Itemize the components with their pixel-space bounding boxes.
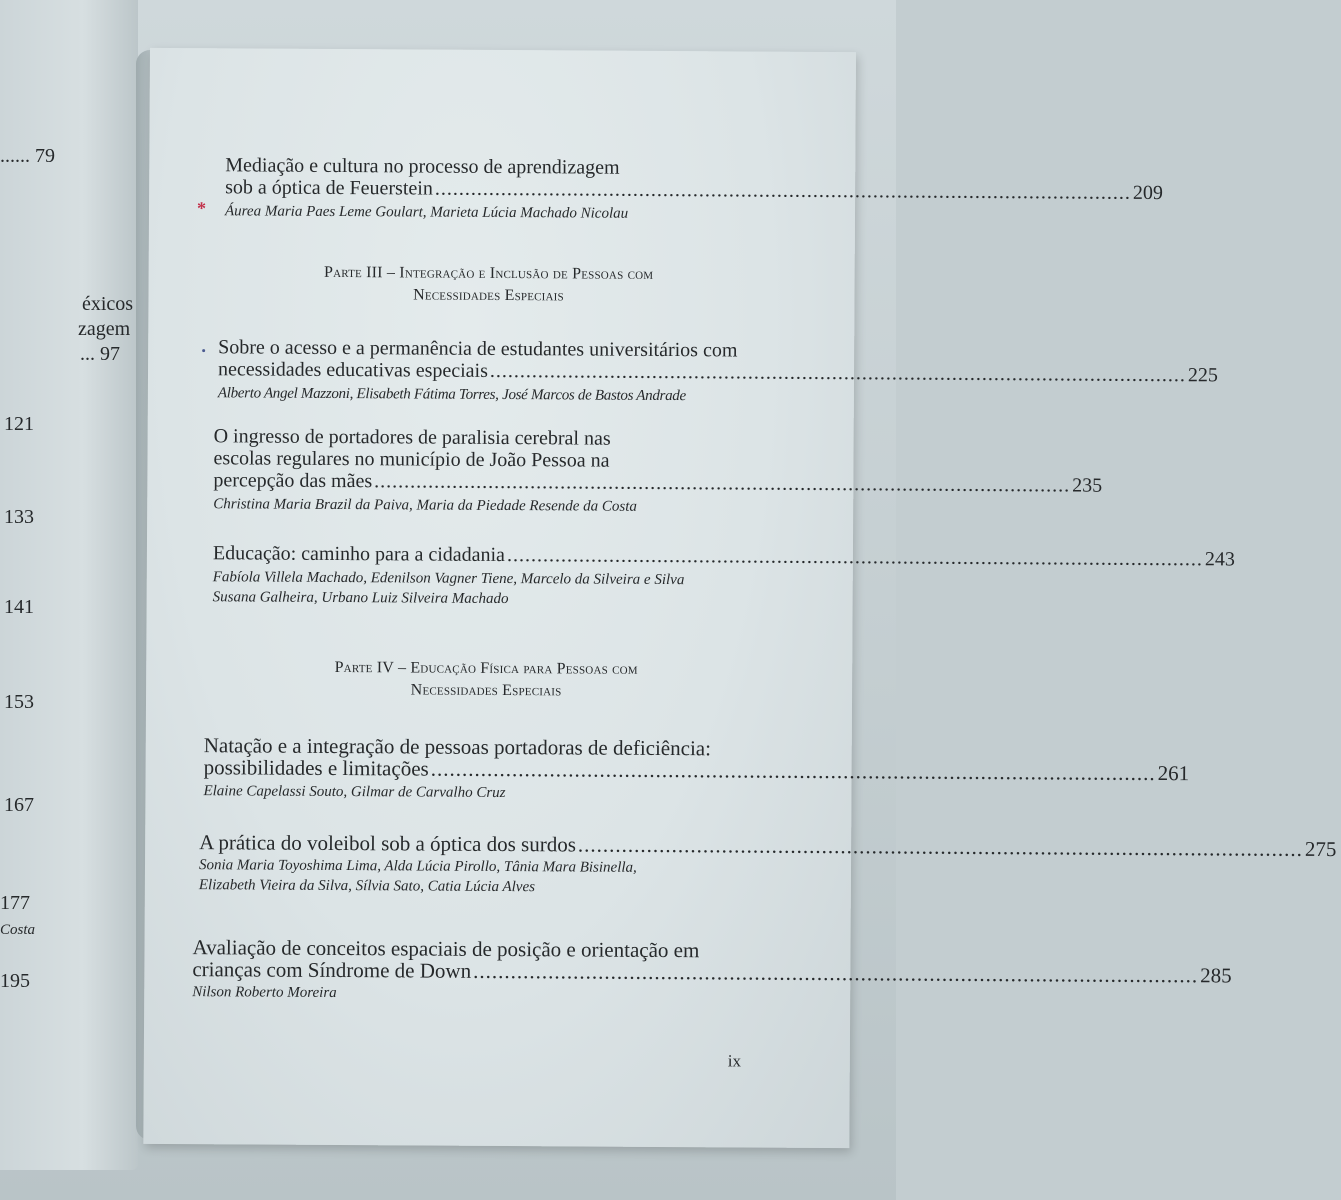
toc-entry [217,336,1218,406]
left-page-fragment: Costa [0,922,36,938]
page-number: 235 [1072,474,1103,497]
page-number: 243 [1204,548,1236,571]
dot-leader: .................................................................................................................... [506,544,1204,571]
entry-title-line: sob a óptica de Feuerstein [225,176,433,200]
left-page-fragment: 141 [4,596,34,618]
left-page-fragment: 153 [4,691,34,713]
entry-title-line: Natação e a integração de pessoas portadoras de deficiência: [203,733,712,761]
part-heading [208,261,768,308]
left-page [0,0,138,1170]
entry-title-last-line [192,957,1232,988]
left-page-fragment: 133 [4,506,34,528]
left-page-fragment: ... 97 [80,343,120,365]
entry-authors: Fabíola Villela Machado, Edenilson Vagner Tiene, Marcelo da Silveira e Silva [212,569,685,589]
toc-entry [198,830,1337,898]
part-heading-line: Necessidades Especiais [413,286,564,305]
entry-title-line: percepção das mães [213,469,373,493]
pencil-tick-icon [202,349,205,352]
dot-leader: .................................................................................................................... [434,177,1131,204]
part-heading-line: Necessidades Especiais [410,681,562,700]
page-number: 209 [1132,181,1163,205]
toc-entry [203,733,1190,804]
entry-title-last-line [213,469,1103,497]
entry-title-line: possibilidades e limitações [203,755,429,781]
entry-authors: Alberto Angel Mazzoni, Elisabeth Fátima Torres, José Marcos de Bastos Andrade [217,385,686,405]
left-page-fragment: éxicos [82,293,134,315]
entry-title-last-line [217,358,1218,387]
left-page-fragment: 177 [0,892,30,914]
entry-authors: Nilson Roberto Moreira [192,984,337,1002]
entry-authors: Elizabeth Vieira da Silva, Sílvia Sato, Catia Lúcia Alves [198,877,536,896]
annotation-asterisk-icon: * [196,198,207,219]
left-page-fragment: ...... 79 [0,145,55,167]
toc-entry [192,935,1232,1005]
left-page-fragment: 121 [4,413,34,435]
entry-title-line: Sobre o acesso e a permanência de estudantes universitários com [218,336,738,362]
entry-authors: Elaine Capelassi Souto, Gilmar de Carvalho Cruz [203,783,506,802]
dot-leader: .................................................................................................................... [374,470,1071,497]
page-number: 275 [1304,836,1337,862]
toc-entry [224,154,1163,224]
entry-authors: Christina Maria Brazil da Paiva, Maria da Piedade Resende da Costa [213,496,637,515]
entry-title-last-line [203,755,1190,786]
entry-title-last-line [212,542,1236,571]
entry-title-line: necessidades educativas especiais [217,358,488,382]
toc-entry [213,425,1103,517]
entry-title-last-line [199,830,1337,862]
page-number: 285 [1200,963,1232,988]
dot-leader: .................................................................................................................... [577,832,1303,861]
entry-title-line: Avaliação de conceitos espaciais de posição e orientação em [192,935,700,963]
entry-authors: Susana Galheira, Urbano Luiz Silveira Machado [212,589,509,608]
left-page-fragment: zagem [78,318,131,340]
toc-entry [212,542,1236,610]
entry-title-line: escolas regulares no município de João Pessoa na [213,447,610,472]
entry-title-line: Mediação e cultura no processo de aprendizagem [225,154,620,179]
left-page-fragment: 167 [4,794,34,816]
entry-authors: Sonia Maria Toyoshima Lima, Alda Lúcia Pirollo, Tânia Mara Bisinella, [198,857,637,876]
dot-leader: .................................................................................................................... [430,756,1156,786]
dot-leader: .................................................................................................................... [473,958,1199,988]
part-heading-line: Parte III – Integração e Inclusão de Pessoas com [323,263,654,283]
entry-title-line: A prática do voleibol sob a óptica dos surdos [199,830,577,857]
toc-page [143,48,1337,1148]
left-page-fragment: 195 [0,970,30,992]
part-heading [206,656,766,703]
page-number: 261 [1157,761,1190,786]
page-folio: ix [727,1051,742,1071]
entry-title-last-line [225,176,1163,205]
entry-title-line: O ingresso de portadores de paralisia cerebral nas [213,425,611,450]
page-number: 225 [1187,364,1218,387]
dot-leader: .................................................................................................................... [489,359,1186,387]
entry-title-line: Educação: caminho para a cidadania [212,542,506,567]
part-heading-line: Parte IV – Educação Física para Pessoas com [334,658,638,678]
entry-authors: Áurea Maria Paes Leme Goulart, Marieta Lúcia Machado Nicolau [224,203,629,222]
entry-title-line: crianças com Síndrome de Down [192,957,472,983]
